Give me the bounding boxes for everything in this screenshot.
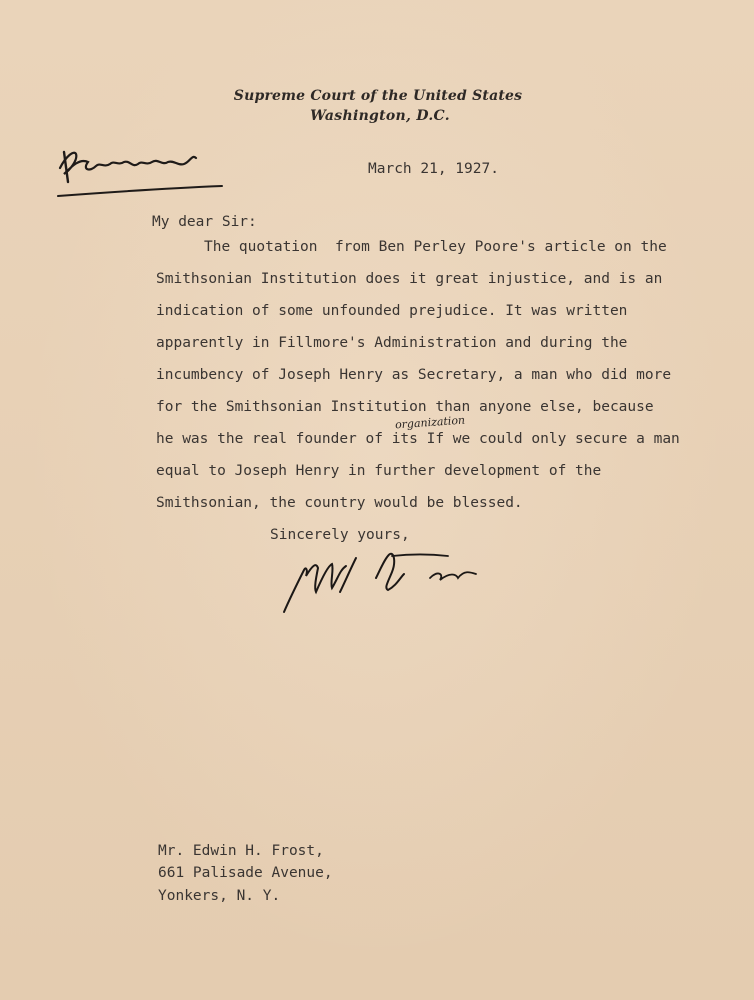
body-line-1: The quotation from Ben Perley Poore's article on the	[204, 239, 667, 255]
body-line-3: indication of some unfounded prejudice. It was written	[156, 303, 628, 319]
body-line-6: for the Smithsonian Institution than anyone else, because	[156, 399, 654, 415]
body-line-2: Smithsonian Institution does it great injustice, and is an	[156, 271, 663, 287]
address-line-2: 661 Palisade Avenue,	[158, 865, 333, 881]
letterhead-court-name: Supreme Court of the United States	[233, 88, 523, 104]
salutation: My dear Sir:	[152, 214, 257, 230]
closing: Sincerely yours,	[270, 527, 410, 543]
signature	[280, 548, 500, 618]
address-line-3: Yonkers, N. Y.	[158, 888, 281, 904]
personal-handwritten-mark	[52, 140, 232, 210]
letter-date: March 21, 1927.	[368, 161, 499, 177]
body-line-8: equal to Joseph Henry in further development of the	[156, 463, 602, 479]
letterhead-city: Washington, D.C.	[310, 108, 450, 124]
body-line-5: incumbency of Joseph Henry as Secretary, a man who did more	[156, 367, 672, 383]
body-line-9: Smithsonian, the country would be blessed.	[156, 495, 523, 511]
body-line-7: he was the real founder of its If we could only secure a man	[156, 431, 680, 447]
handwritten-insertion: organization	[394, 413, 466, 432]
body-line-4: apparently in Fillmore's Administration and during the	[156, 335, 628, 351]
address-line-1: Mr. Edwin H. Frost,	[158, 843, 324, 859]
